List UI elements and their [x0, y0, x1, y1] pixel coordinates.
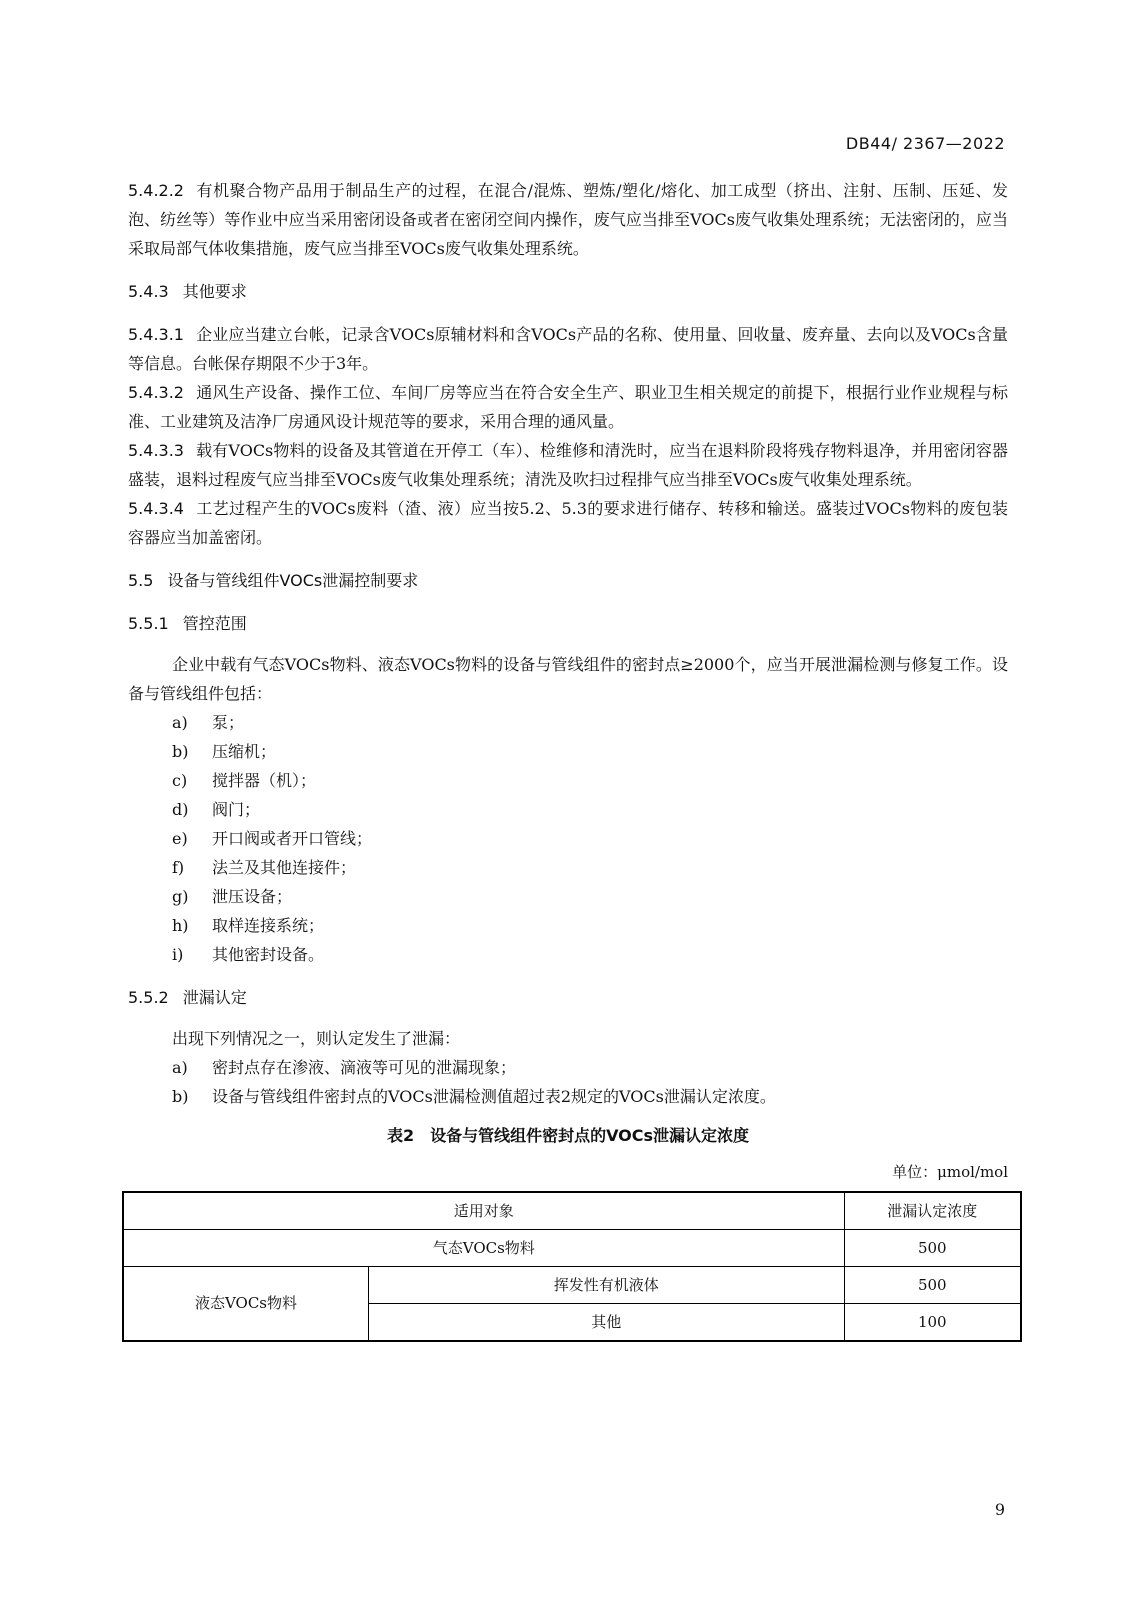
header-cell: 泄漏认定浓度 [844, 1192, 1021, 1230]
page-number: 9 [994, 1500, 1005, 1519]
table-row [123, 1267, 1021, 1304]
table-cell: 500 [844, 1230, 1021, 1267]
table-cell: 挥发性有机液体 [369, 1267, 845, 1304]
leak-intro: 出现下列情况之一，则认定发生了泄漏： [172, 1029, 461, 1048]
table-row [123, 1230, 1021, 1267]
heading-5-4-3: 5.4.3 其他要求 [128, 282, 247, 301]
list-item: g) 泄压设备； [172, 887, 293, 906]
standard-code: DB44/ 2367—2022 [845, 134, 1005, 153]
table-cell: 100 [844, 1304, 1021, 1342]
list-item: b) 设备与管线组件密封点的VOCs泄漏检测值超过表2规定的VOCs泄漏认定浓度。 [172, 1087, 776, 1106]
heading-5-5-1: 5.5.1 管控范围 [128, 614, 247, 633]
list-item: i) 其他密封设备。 [172, 945, 325, 964]
table-header-row [123, 1192, 1021, 1230]
table-title: 表2 设备与管线组件密封点的VOCs泄漏认定浓度 [386, 1126, 750, 1145]
clause-number: 5.4.2.2 [128, 181, 184, 200]
list-item: h) 取样连接系统； [172, 916, 325, 935]
list-item: f) 法兰及其他连接件； [172, 858, 357, 877]
clause-5-4-3-2: 5.4.3.2 通风生产设备、操作工位、车间厂房等应当在符合安全生产、职业卫生相关规定的前提下，根据行业作业规程与标准、工业建筑及洁净厂房通风设计规范等的要求，采用合理的通风量。 [128, 383, 1008, 431]
scope-paragraph: 企业中载有气态VOCs物料、液态VOCs物料的设备与管线组件的密封点≥2000个，应当开展泄漏检测与修复工作。设备与管线组件包括： [128, 655, 1008, 703]
leak-threshold-table [122, 1191, 1022, 1342]
table-cell: 液态VOCs物料 [123, 1267, 369, 1342]
heading-5-5-2: 5.5.2 泄漏认定 [128, 988, 247, 1007]
list-item: a) 泵； [172, 713, 245, 732]
list-item: c) 搅拌器（机）； [172, 771, 317, 790]
table-cell: 500 [844, 1267, 1021, 1304]
clause-5-4-3-1: 5.4.3.1 企业应当建立台帐，记录含VOCs原辅材料和含VOCs产品的名称、使用量、回收量、废弃量、去向以及VOCs含量等信息。台帐保存期限不少于3年。 [128, 325, 1008, 373]
table-cell: 其他 [369, 1304, 845, 1342]
clause-5-4-2-2 [128, 176, 1008, 263]
leak-criteria-list [128, 1053, 1008, 1111]
table-cell: 气态VOCs物料 [123, 1230, 844, 1267]
list-item: b) 压缩机； [172, 742, 277, 761]
header-cell: 适用对象 [123, 1192, 844, 1230]
clause-5-4-3-3: 5.4.3.3 载有VOCs物料的设备及其管道在开停工（车）、检维修和清洗时，应当在退料阶段将残存物料退净，并用密闭容器盛装，退料过程废气应当排至VOCs废气收集处理系统；清洗及吹扫过程排气应当排至VOCs废气收集处理系统。 [128, 441, 1008, 489]
list-item: a) 密封点存在渗液、滴液等可见的泄漏现象； [172, 1058, 517, 1077]
clause-text: 有机聚合物产品用于制品生产的过程，在混合/混炼、塑炼/塑化/熔化、加工成型（挤出、注射、压制、压延、发泡、纺丝等）等作业中应当采用密闭设备或者在密闭空间内操作，废气应当排至VOCs废气收集处理系统；无法密闭的，应当采取局部气体收集措施，废气应当排至VOCs废气收集处理系统。 [128, 181, 1008, 258]
list-item: d) 阀门； [172, 800, 261, 819]
clause-5-4-3-4: 5.4.3.4 工艺过程产生的VOCs废料（渣、液）应当按5.2、5.3的要求进行储存、转移和输送。盛装过VOCs物料的废包装容器应当加盖密闭。 [128, 499, 1008, 547]
list-item: e) 开口阀或者开口管线； [172, 829, 373, 848]
table-unit: 单位：μmol/mol [892, 1163, 1008, 1181]
heading-5-5: 5.5 设备与管线组件VOCs泄漏控制要求 [128, 571, 419, 590]
component-list [128, 708, 1008, 969]
content-body [128, 176, 1008, 1342]
